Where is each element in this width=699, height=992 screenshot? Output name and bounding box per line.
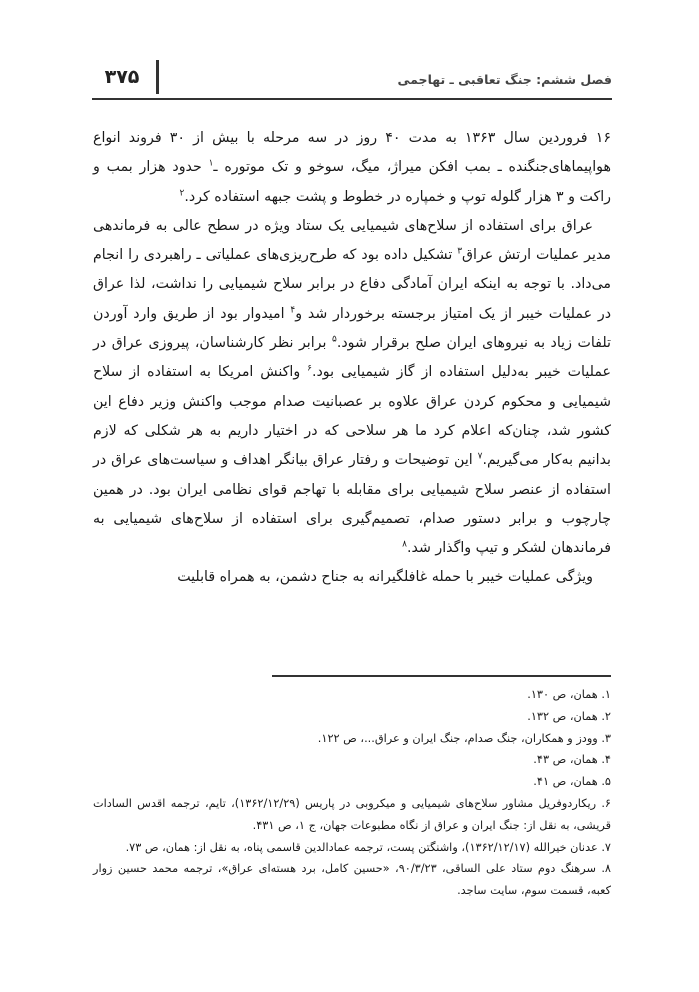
- paragraph-1: [93, 124, 611, 212]
- p2-text-f: این توضیحات و رفتار عراق بیانگر اهداف و سیاست‌های عراق در استفاده از عنصر سلاح شیمیایی برای مقابله با تهاجم قوای نظامی ایران بود. در همین چارچوب و برابر دستور صدام، تصمیم‌گیری برای استفاده از سلاح‌های شیمیایی به فرماندهان لشکر و تیپ واگذار شد.: [93, 452, 611, 557]
- footnote-ref-7: ۷: [477, 451, 483, 462]
- footnote-ref-8: ۸: [402, 539, 407, 550]
- footnote-ref-6: ۶: [307, 363, 312, 374]
- page-header: [92, 60, 612, 110]
- footnote-ref-5: ۵: [331, 334, 337, 345]
- footnote-rule: [272, 675, 611, 677]
- footnote-ref-2: ۲: [179, 187, 185, 198]
- paragraph-3: ویژگی عملیات خیبر با حمله غافلگیرانه به جناح دشمن، به همراه قابلیت: [177, 569, 593, 586]
- footnote-3: ۳. وودز و همکاران، جنگ صدام، جنگ ایران و عراق...، ص ۱۲۲.: [317, 731, 611, 745]
- p2-text-a: عراق برای استفاده از سلاح‌های شیمیایی یک ستاد ویژه در سطح عالی به فرماندهی مدیر عملیات ارتش عراق: [93, 217, 612, 264]
- p2-text-d: برابر نظر کارشناسان، پیروزی عراق در عملیات خیبر به‌دلیل استفاده از گاز شیمیایی بود.: [93, 335, 612, 381]
- footnote-4: ۴. همان، ص ۴۳.: [533, 753, 611, 767]
- footnote-ref-4: ۴: [290, 305, 296, 316]
- footnote-1: ۱. همان، ص ۱۳۰.: [527, 688, 611, 701]
- footnote-2: ۲. همان، ص ۱۳۲.: [527, 709, 611, 723]
- header-vertical-bar: [156, 60, 159, 94]
- p2-text-b: تشکیل داده بود که طرح‌ریزی‌های عملیاتی ـ راهبردی را انجام می‌داد. با توجه به اینکه ایران آمادگی دفاع در برابر سلاح شیمیایی را نداشت، لذا عراق در عملیات خیبر از یک امتیاز برجسته برخوردار شد و: [93, 247, 612, 322]
- page-number: ۳۷۵: [104, 66, 140, 88]
- p1-text-a: ۱۶ فروردین سال ۱۳۶۳ به مدت ۴۰ روز در سه مرحله با بیش از ۳۰ فروند انواع هواپیماهای‌جنگنده ـ بمب افکن میراژ، میگ، سوخو و تک موتوره ـ: [93, 130, 611, 176]
- header-rule: [92, 98, 612, 100]
- footnote-6: ۶. ریکاردوفریل مشاور سلاح‌های شیمیایی و میکروبی در پاریس (۱۳۶۲/۱۲/۲۹)، تایم، ترجمه اقدس السادات قریشی، به نقل از: جنگ ایران و عراق از نگاه مطبوعات جهان، ج ۱، ص ۴۳۱.: [93, 796, 611, 832]
- footnote-7: ۷. عدنان خیرالله (۱۳۶۲/۱۲/۱۷)، واشنگتن پست، ترجمه عمادالدین قاسمی پناه، به نقل از: همان، ص ۷۳.: [125, 840, 611, 854]
- footnotes: [93, 684, 611, 902]
- paragraph-2: [93, 212, 611, 564]
- footnote-ref-3: ۳: [457, 246, 463, 257]
- chapter-title: فصل ششم: جنگ تعاقبی ـ تهاجمی: [397, 72, 612, 87]
- body-text: [93, 124, 611, 593]
- footnote-8: ۸. سرهنگ دوم ستاد علی الساقی، ۹۰/۳/۲۳، «حسین کامل، برد هسته‌ای عراق»، ترجمه محمد حسین زوار کعبه، قسمت سوم، سایت ساجد.: [93, 862, 611, 898]
- p2-text-e: واکنش امریکا به استفاده از سلاح شیمیایی و محکوم کردن عراق علاوه بر عصبانیت صدام موجب واکنش وزیر دفاع این کشور شد، چنان‌که اعلام کرد ما هر سلاحی که در اختیار داریم به هر شکلی که لازم بدانیم به‌کار می‌گیریم.: [93, 364, 612, 469]
- p1-text-b: حدود هزار بمب و راکت و ۳ هزار گلوله توپ و خمپاره در خطوط و پشت جبهه استفاده کرد.: [93, 159, 611, 205]
- footnote-ref-1: ۱: [208, 158, 214, 169]
- footnote-5: ۵. همان، ص ۴۱.: [533, 775, 611, 789]
- p2-text-c: امیدوار بود از طریق وارد آوردن تلفات زیاد به نیروهای ایران صلح برقرار شود.: [93, 305, 612, 352]
